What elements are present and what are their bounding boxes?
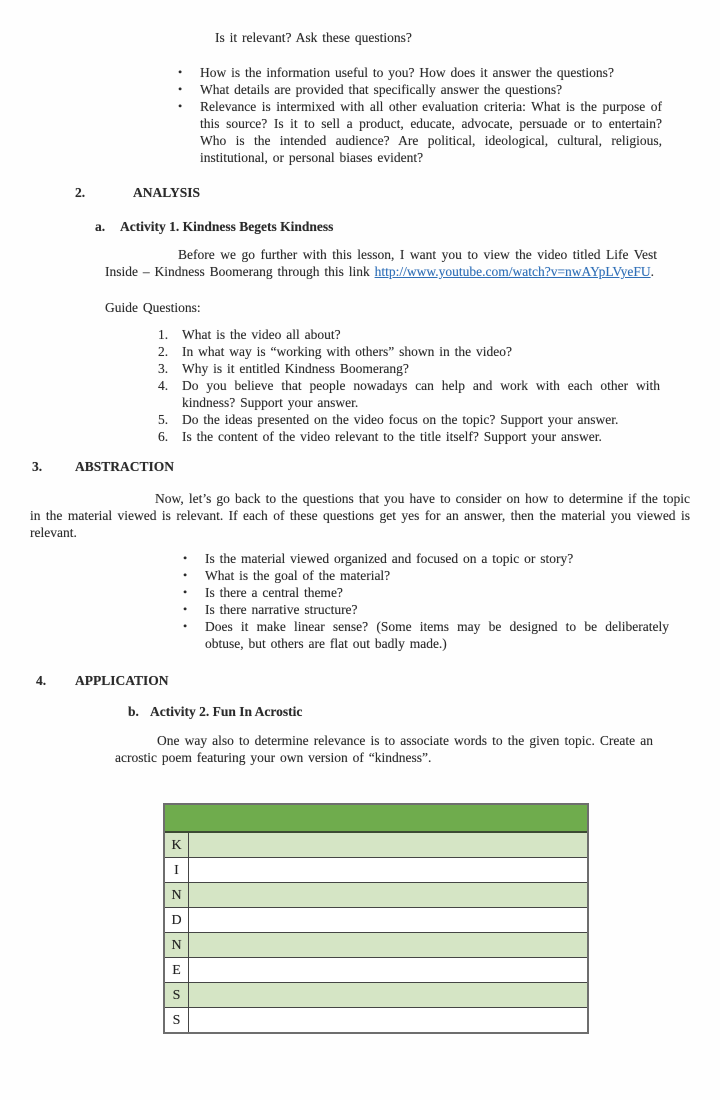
acrostic-row — [165, 933, 587, 958]
bullet-icon: • — [183, 585, 188, 599]
bullet-icon: • — [183, 619, 188, 633]
acrostic-table — [163, 803, 589, 1034]
paragraph-text: Before we go further with this lesson, I want you to view the video titled Life Vest Inside – Kindness Boomerang through this link — [105, 247, 657, 279]
application-paragraph: One way also to determine relevance is to associate words to the given topic. Create an acrostic poem featuring your own version of “kindness”. — [115, 733, 653, 765]
list-item — [158, 343, 660, 360]
activity-letter: b. — [128, 704, 139, 719]
item-number: 6. — [158, 429, 169, 444]
acrostic-answer-cell — [189, 983, 587, 1007]
bullet-icon: • — [178, 65, 183, 79]
acrostic-row — [165, 1008, 587, 1032]
acrostic-row — [165, 883, 587, 908]
abstraction-bullet-list — [183, 550, 669, 652]
bullet-text: Is the material viewed organized and focused on a topic or story? — [205, 551, 574, 566]
acrostic-row — [165, 958, 587, 983]
section-title: APPLICATION — [75, 673, 169, 688]
list-item — [178, 81, 662, 98]
list-item — [178, 64, 662, 81]
section-title: ANALYSIS — [133, 185, 201, 200]
list-item — [158, 377, 660, 411]
acrostic-row — [165, 983, 587, 1008]
list-item — [158, 326, 660, 343]
bullet-icon: • — [183, 551, 188, 565]
item-number: 4. — [158, 378, 169, 393]
acrostic-letter: N — [165, 883, 189, 907]
item-number: 1. — [158, 327, 169, 342]
acrostic-answer-cell — [189, 883, 587, 907]
list-item — [183, 550, 669, 567]
bullet-text: Is there narrative structure? — [205, 602, 358, 617]
section-number: 4. — [36, 673, 47, 688]
activity-title: Activity 1. Kindness Begets Kindness — [120, 219, 334, 234]
acrostic-row — [165, 908, 587, 933]
abstraction-paragraph: Now, let’s go back to the questions that you have to consider on how to determine if the topic in the material viewed is relevant. If each of these questions get yes for an answer, then the material you viewed is relevant. — [30, 491, 690, 540]
bullet-icon: • — [183, 602, 188, 616]
acrostic-table-header — [165, 805, 587, 833]
bullet-text: Does it make linear sense? (Some items may be designed to be deliberately obtuse, but others are flat out badly made.) — [205, 619, 669, 651]
section-number: 2. — [75, 185, 86, 200]
intro-title: Is it relevant? Ask these questions? — [215, 30, 412, 45]
list-item — [158, 428, 660, 445]
acrostic-letter: S — [165, 1008, 189, 1032]
guide-questions-list — [158, 326, 660, 445]
activity-title: Activity 2. Fun In Acrostic — [150, 704, 303, 719]
acrostic-letter: N — [165, 933, 189, 957]
item-text: What is the video all about? — [182, 327, 341, 342]
activity-1-heading — [95, 218, 333, 235]
item-text: Why is it entitled Kindness Boomerang? — [182, 361, 409, 376]
acrostic-letter: K — [165, 833, 189, 857]
section-number: 3. — [32, 459, 43, 474]
youtube-link[interactable]: http://www.youtube.com/watch?v=nwAYpLVyeFU — [374, 264, 651, 279]
list-item — [178, 98, 662, 166]
acrostic-answer-cell — [189, 933, 587, 957]
activity-letter: a. — [95, 219, 106, 234]
acrostic-row — [165, 833, 587, 858]
acrostic-letter: D — [165, 908, 189, 932]
acrostic-answer-cell — [189, 958, 587, 982]
section-application-heading — [36, 672, 169, 689]
bullet-text: What is the goal of the material? — [205, 568, 391, 583]
item-text: Do the ideas presented on the video focus on the topic? Support your answer. — [182, 412, 619, 427]
acrostic-row — [165, 858, 587, 883]
section-title: ABSTRACTION — [75, 459, 175, 474]
bullet-text: Relevance is intermixed with all other evaluation criteria: What is the purpose of this source? Is it to sell a product, educate, advocate, persuade or to entertain? Who is the intended audience? Are political, ideological, cultural, religious, institutional, or personal biases evident? — [200, 99, 662, 165]
section-analysis-heading — [75, 184, 200, 201]
bullet-text: Is there a central theme? — [205, 585, 343, 600]
acrostic-letter: I — [165, 858, 189, 882]
acrostic-letter: S — [165, 983, 189, 1007]
acrostic-answer-cell — [189, 833, 587, 857]
acrostic-answer-cell — [189, 858, 587, 882]
acrostic-answer-cell — [189, 1008, 587, 1032]
list-item — [158, 360, 660, 377]
item-number: 5. — [158, 412, 169, 427]
list-item — [183, 601, 669, 618]
analysis-intro-paragraph — [105, 246, 657, 280]
list-item — [158, 411, 660, 428]
bullet-icon: • — [183, 568, 188, 582]
item-text: Do you believe that people nowadays can help and work with each other with kindness? Support your answer. — [182, 378, 660, 410]
bullet-text: What details are provided that specifically answer the questions? — [200, 82, 563, 97]
item-number: 2. — [158, 344, 169, 359]
list-item — [183, 584, 669, 601]
bullet-icon: • — [178, 99, 183, 113]
acrostic-letter: E — [165, 958, 189, 982]
item-number: 3. — [158, 361, 169, 376]
acrostic-answer-cell — [189, 908, 587, 932]
item-text: Is the content of the video relevant to the title itself? Support your answer. — [182, 429, 602, 444]
section-abstraction-heading — [32, 458, 174, 475]
activity-2-heading — [128, 703, 302, 720]
list-item — [183, 567, 669, 584]
bullet-icon: • — [178, 82, 183, 96]
paragraph-text: . — [650, 264, 654, 279]
item-text: In what way is “working with others” shown in the video? — [182, 344, 512, 359]
guide-questions-label: Guide Questions: — [105, 300, 201, 315]
bullet-text: How is the information useful to you? How does it answer the questions? — [200, 65, 614, 80]
list-item — [183, 618, 669, 652]
intro-bullet-list — [178, 64, 662, 166]
